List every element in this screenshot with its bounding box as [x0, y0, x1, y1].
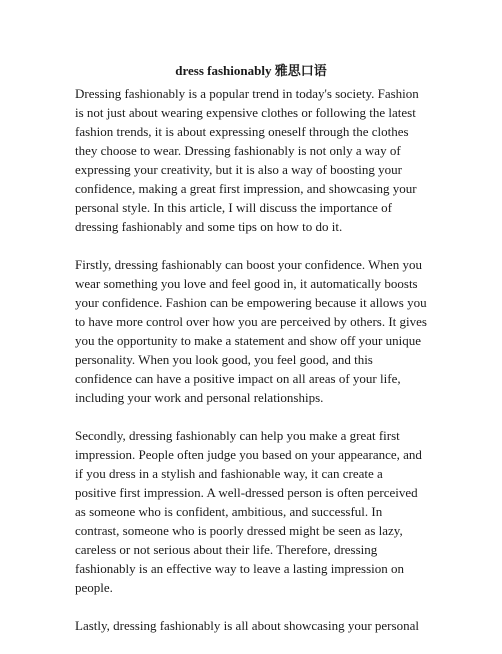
paragraph-first-impression: Secondly, dressing fashionably can help you make a great first impression. People often judge you based on your appearance, and if you dress in a stylish and fashionable way, it can create a positive first impression. A well-dressed person is often perceived as someone who is confident, ambitious, and successful. In contrast, someone who is poorly dressed might be seen as lazy, careless or not serious about their life. Therefore, dressing fashionably is an effective way to leave a lasting impression on people.	[75, 428, 422, 595]
paragraph-intro: Dressing fashionably is a popular trend in today's society. Fashion is not just about wearing expensive clothes or following the latest fashion trends, it is about expressing oneself through the clothes they choose to wear. Dressing fashionably is not only a way of expressing your creativity, but it is also a way of boosting your confidence, making a great first impression, and showcasing your personal style. In this article, I will discuss the importance of dressing fashionably and some tips on how to do it.	[75, 86, 419, 234]
paragraph-personal-style: Lastly, dressing fashionably is all about showcasing your personal	[75, 618, 419, 633]
document-title: dress fashionably 雅思口语	[175, 63, 327, 78]
paragraph-confidence: Firstly, dressing fashionably can boost your confidence. When you wear something you love and feel good in, it automatically boosts your confidence. Fashion can be empowering because it allows you to have more control over how you are perceived by others. It gives you the opportunity to make a statement and show off your unique personality. When you look good, you feel good, and this confidence can have a positive impact on all areas of your life, including your work and personal relationships.	[75, 257, 427, 405]
document-body	[75, 84, 427, 654]
